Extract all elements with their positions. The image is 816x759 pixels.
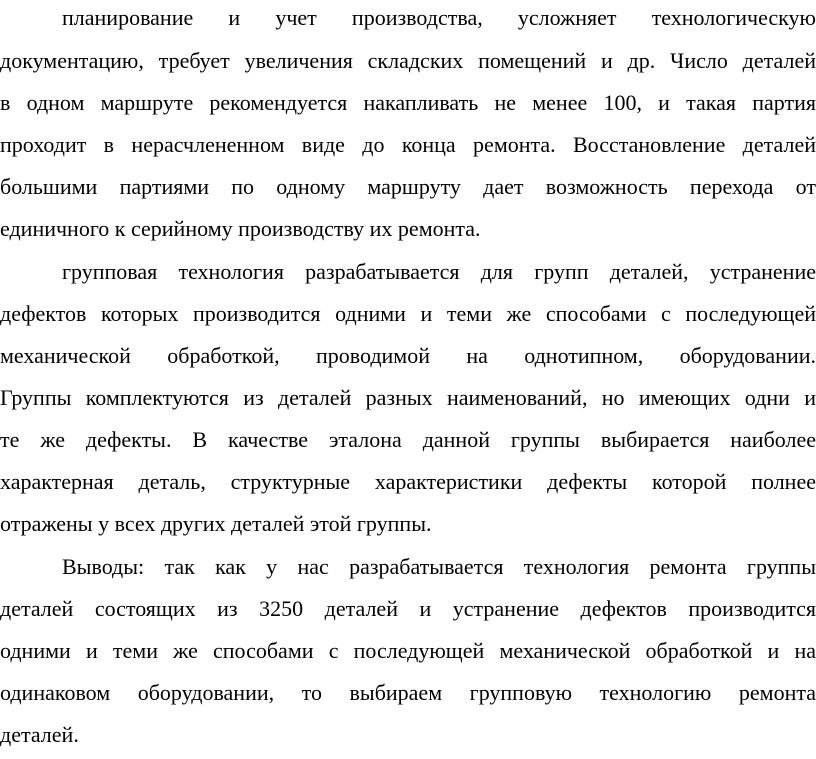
text-line: механической обработкой, проводимой на однотипном, оборудовании. bbox=[0, 343, 816, 368]
text-line: отражены у всех других деталей этой группы. bbox=[0, 511, 432, 536]
text-line: те же дефекты. В качестве эталона данной группы выбирается наиболее bbox=[0, 427, 816, 452]
text-line: деталей состоящих из 3250 деталей и устранение дефектов производится bbox=[0, 596, 816, 621]
text-line: документацию, требует увеличения складских помещений и др. Число деталей bbox=[0, 48, 816, 73]
text-line: планирование и учет производства, усложняет технологическую bbox=[62, 5, 816, 30]
text-line: большими партиями по одному маршруту дает возможность перехода от bbox=[0, 174, 816, 199]
text-line: характерная деталь, структурные характеристики дефекты которой полнее bbox=[0, 469, 816, 494]
text-line: одинаковом оборудовании, то выбираем групповую технологию ремонта bbox=[0, 680, 816, 705]
text-line: в одном маршруте рекомендуется накапливать не менее 100, и такая партия bbox=[0, 90, 816, 115]
text-line: деталей. bbox=[0, 722, 79, 747]
text-line: Выводы: так как у нас разрабатывается технология ремонта группы bbox=[62, 554, 816, 579]
text-line: групповая технология разрабатывается для групп деталей, устранение bbox=[62, 259, 816, 284]
text-line: одними и теми же способами с последующей механической обработкой и на bbox=[0, 638, 816, 663]
text-line: Группы комплектуются из деталей разных наименований, но имеющих одни и bbox=[0, 385, 816, 410]
text-line: дефектов которых производится одними и теми же способами с последующей bbox=[0, 301, 816, 326]
text-line: проходит в нерасчлененном виде до конца ремонта. Восстановление деталей bbox=[0, 132, 816, 157]
text-line: единичного к серийному производству их ремонта. bbox=[0, 216, 481, 241]
